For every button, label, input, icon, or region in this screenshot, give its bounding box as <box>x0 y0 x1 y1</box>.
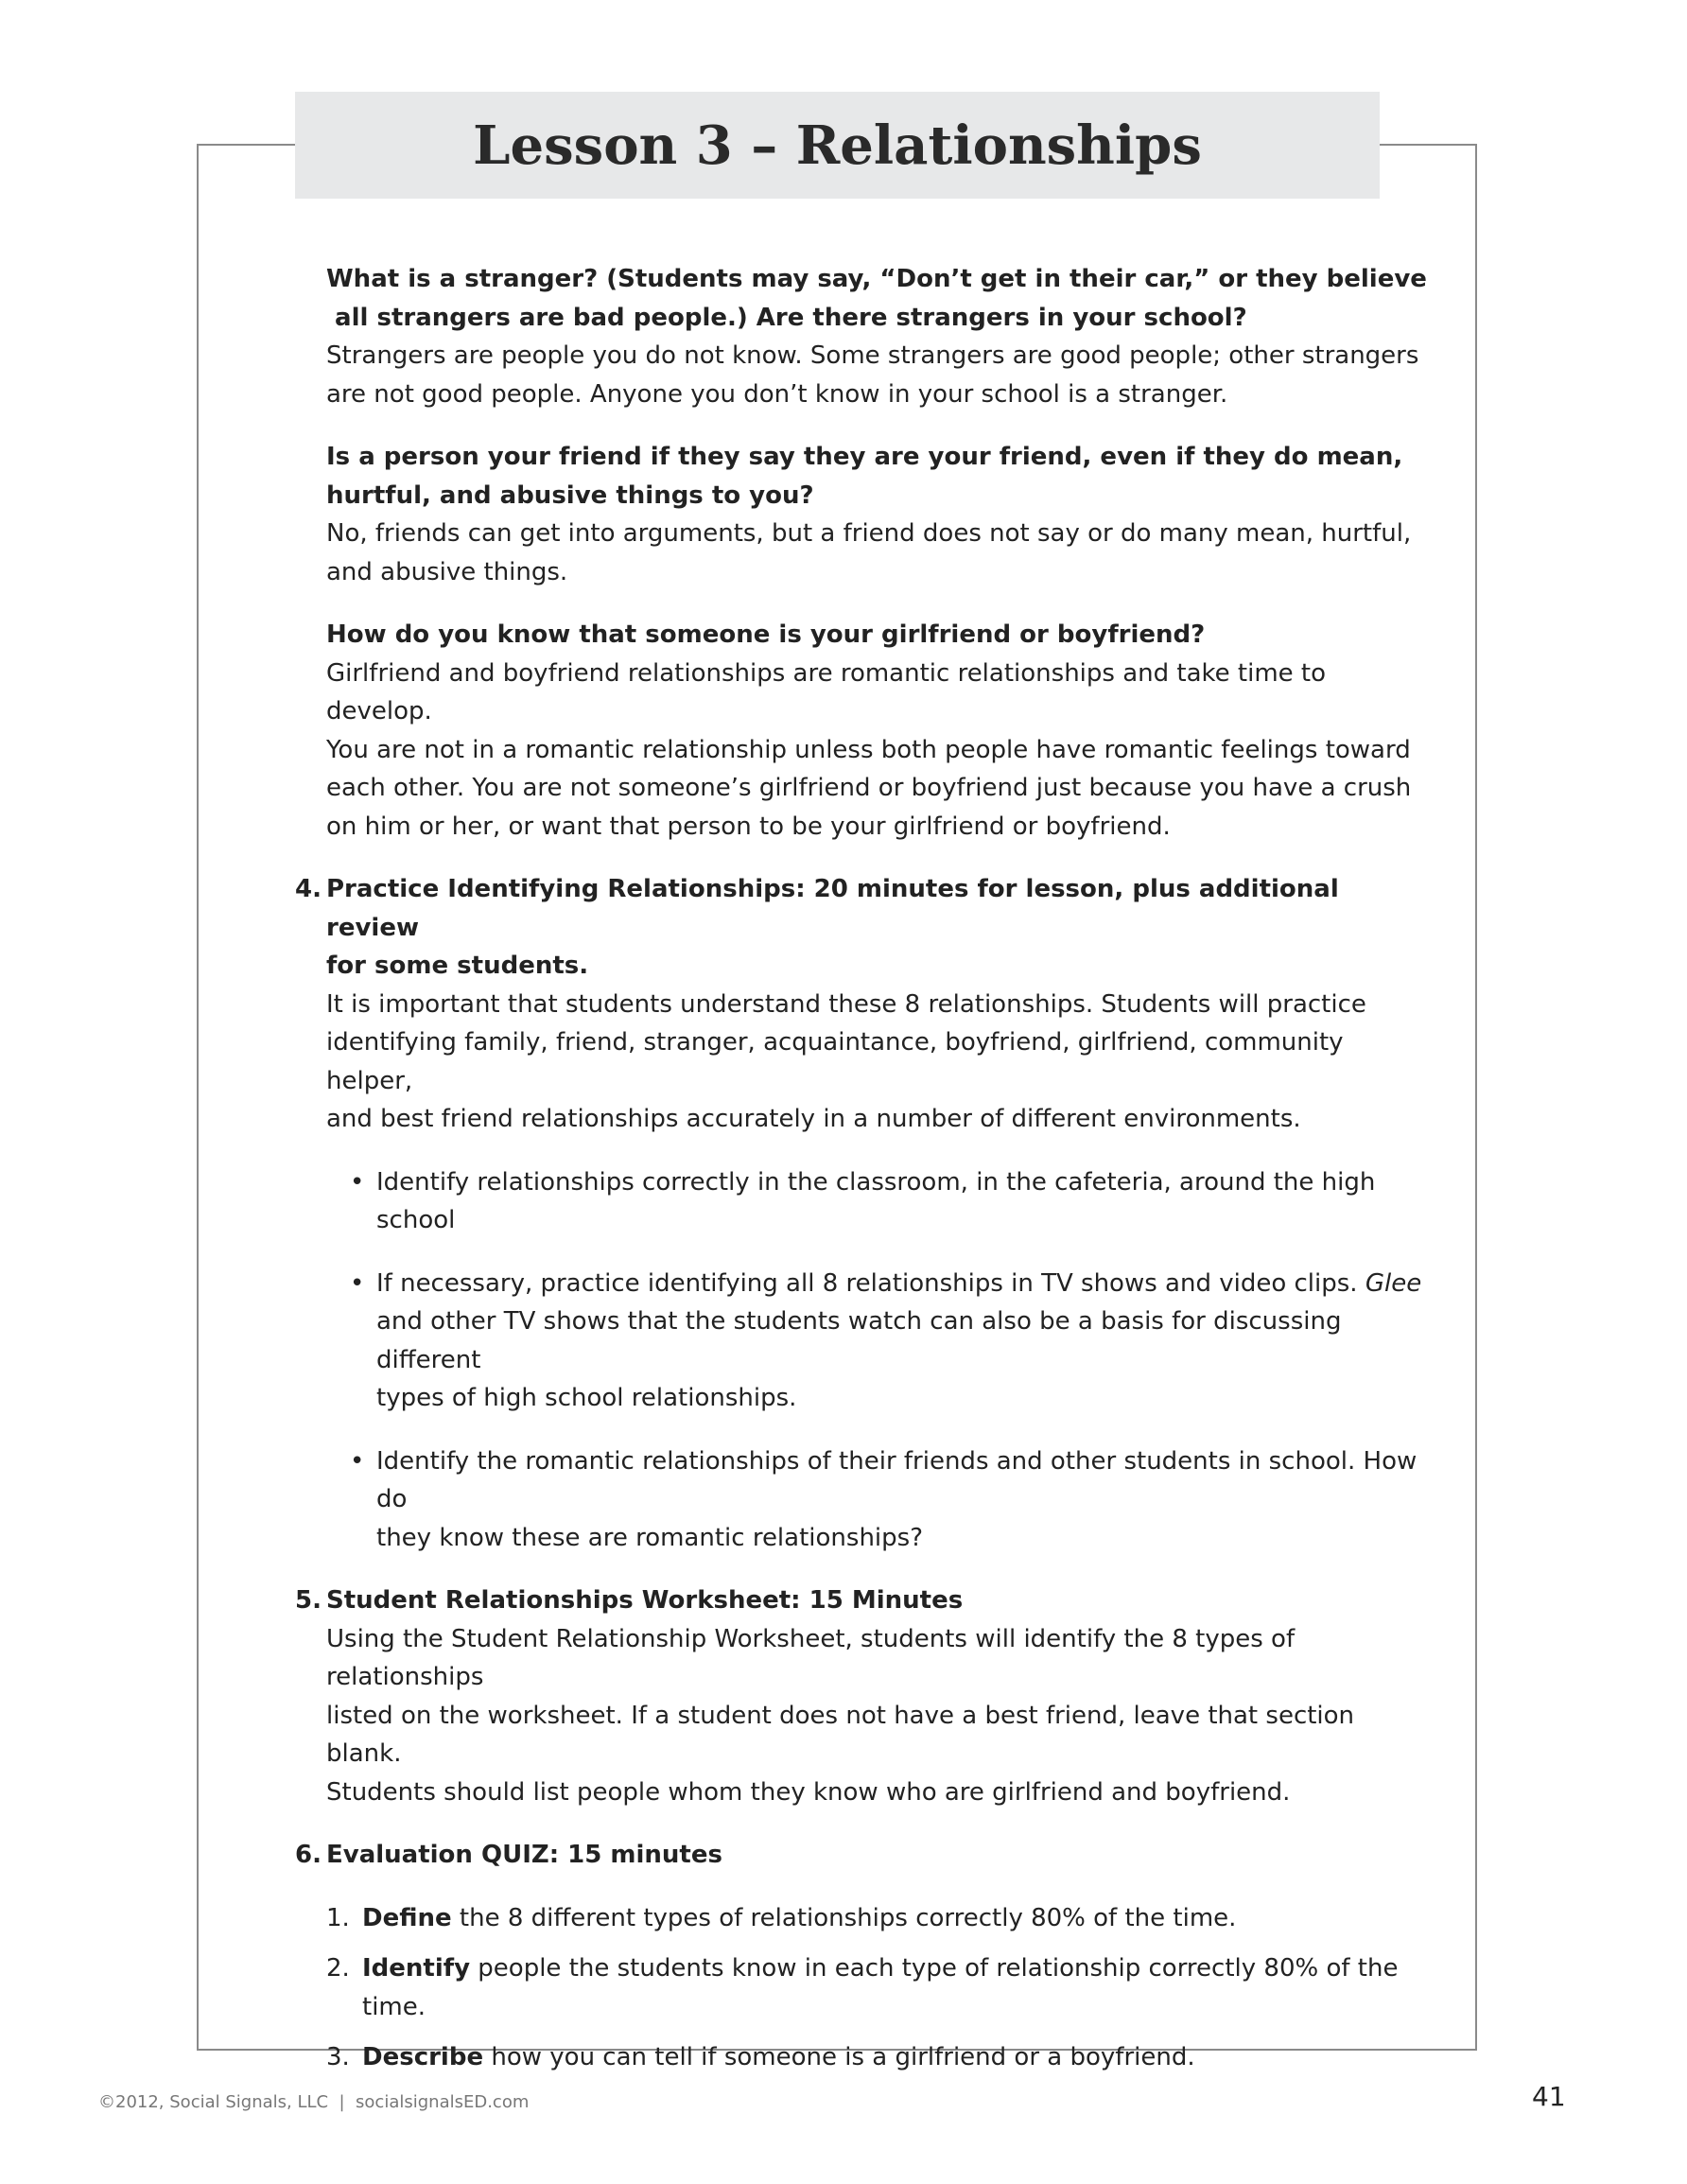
quiz-item <box>326 1899 1430 1938</box>
question-line: How do you know that someone is your girlfriend or boyfriend? <box>326 620 1206 649</box>
bullet-text <box>376 1265 1430 1418</box>
qa-stranger <box>326 260 1430 413</box>
bullet-text-line: Identify the romantic relationships of their friends and other students in school. How do <box>376 1446 1417 1513</box>
answer-line: No, friends can get into arguments, but a friend does not say or do many mean, hurtful, <box>326 519 1412 548</box>
quiz-item <box>326 1949 1430 2026</box>
quiz-item <box>326 2038 1430 2077</box>
section-title-line: for some students. <box>326 952 589 980</box>
section-5-worksheet <box>295 1581 1430 1811</box>
body-line: identifying family, friend, stranger, acquaintance, boyfriend, girlfriend, community helper, <box>326 1028 1344 1095</box>
show-title: Glee <box>1365 1268 1422 1298</box>
question-line: What is a stranger? (Students may say, “Don’t get in their car,” or they believe <box>326 265 1427 293</box>
quiz-item-number: 1. <box>326 1903 350 1932</box>
section-number: 5. <box>295 1586 322 1615</box>
section-title <box>326 870 1430 986</box>
body-line: and best friend relationships accurately in a number of different environments. <box>326 1105 1301 1133</box>
section-4-practice <box>295 870 1430 1557</box>
quiz-item-rest: people the students know in each type of relationship correctly 80% of the time. <box>362 1954 1406 2021</box>
bullet-text-line: and other TV shows that the students watch can also be a basis for discussing different <box>376 1307 1342 1374</box>
answer-line: on him or her, or want that person to be your girlfriend or boyfriend. <box>326 812 1171 841</box>
bullet-item <box>350 1265 1430 1418</box>
section-title: Evaluation QUIZ: 15 minutes <box>326 1841 722 1869</box>
question-line: hurtful, and abusive things to you? <box>326 480 814 510</box>
answer-line: Girlfriend and boyfriend relationships are romantic relationships and take time to develop. <box>326 658 1327 725</box>
bullet-list <box>350 1163 1430 1558</box>
footer-copyright: ©2012, Social Signals, LLC | socialsignalsED.com <box>98 2092 530 2112</box>
bullet-text-line: If necessary, practice identifying all 8 relationships in TV shows and video clips. <box>376 1268 1365 1298</box>
section-body <box>326 986 1430 1139</box>
section-number: 4. <box>295 875 322 903</box>
body-line: It is important that students understand these 8 relationships. Students will practice <box>326 989 1366 1019</box>
bullet-text: Identify relationships correctly in the classroom, in the cafeteria, around the high school <box>376 1167 1376 1234</box>
lesson-content <box>295 260 1430 2102</box>
quiz-item-verb: Identify <box>362 1954 471 1983</box>
answer <box>326 655 1430 847</box>
page-title: Lesson 3 – Relationships <box>473 114 1202 177</box>
section-number: 6. <box>295 1841 322 1869</box>
quiz-item-verb: Define <box>362 1903 452 1932</box>
answer <box>326 337 1430 413</box>
section-heading <box>295 1581 1430 1620</box>
section-heading <box>295 1836 1430 1875</box>
answer-line: each other. You are not someone’s girlfriend or boyfriend just because you have a crush <box>326 774 1412 802</box>
qa-girlfriend-boyfriend <box>326 616 1430 846</box>
title-banner <box>295 92 1380 199</box>
quiz-item-rest: the 8 different types of relationships correctly 80% of the time. <box>451 1903 1237 1932</box>
question <box>326 616 1430 655</box>
quiz-item-text <box>362 1949 1430 2026</box>
answer-line: You are not in a romantic relationship unless both people have romantic feelings toward <box>326 735 1411 764</box>
bullet-dot: • <box>350 1167 365 1197</box>
bullet-dot: • <box>350 1446 365 1476</box>
body-line: Students should list people whom they know who are girlfriend and boyfriend. <box>326 1777 1291 1807</box>
answer-line: and abusive things. <box>326 557 568 586</box>
quiz-list <box>326 1899 1430 2077</box>
body-line: Using the Student Relationship Worksheet, students will identify the 8 types of relationships <box>326 1624 1296 1691</box>
qa-friend <box>326 438 1430 591</box>
quiz-item-number: 3. <box>326 2043 350 2071</box>
question-line: all strangers are bad people.) Are there strangers in your school? <box>326 303 1247 332</box>
page-number: 41 <box>1532 2081 1566 2112</box>
answer-line: are not good people. Anyone you don’t know in your school is a stranger. <box>326 379 1228 409</box>
bullet-text-line: they know these are romantic relationships? <box>376 1523 923 1552</box>
quiz-item-text <box>362 2038 1195 2077</box>
bullet-item <box>350 1442 1430 1558</box>
bullet-item <box>350 1163 1430 1240</box>
quiz-item-number: 2. <box>326 1954 350 1983</box>
body-line: listed on the worksheet. If a student does not have a best friend, leave that section blank. <box>326 1701 1355 1768</box>
bullet-text <box>376 1442 1430 1558</box>
section-6-quiz <box>295 1836 1430 2077</box>
question <box>326 438 1430 515</box>
answer-line: Strangers are people you do not know. Some strangers are good people; other strangers <box>326 341 1419 370</box>
quiz-item-verb: Describe <box>362 2043 484 2071</box>
quiz-item-text <box>362 1899 1236 1938</box>
bullet-text-line: types of high school relationships. <box>376 1384 797 1412</box>
quiz-item-rest: how you can tell if someone is a girlfriend or a boyfriend. <box>483 2043 1195 2071</box>
section-title-line: Practice Identifying Relationships: 20 minutes for lesson, plus additional review <box>326 875 1339 942</box>
section-body <box>326 1620 1430 1812</box>
question <box>326 260 1430 337</box>
question-line: Is a person your friend if they say they are your friend, even if they do mean, <box>326 443 1403 471</box>
answer <box>326 515 1430 591</box>
section-heading <box>295 870 1430 986</box>
bullet-dot: • <box>350 1268 365 1298</box>
section-title: Student Relationships Worksheet: 15 Minutes <box>326 1586 964 1615</box>
